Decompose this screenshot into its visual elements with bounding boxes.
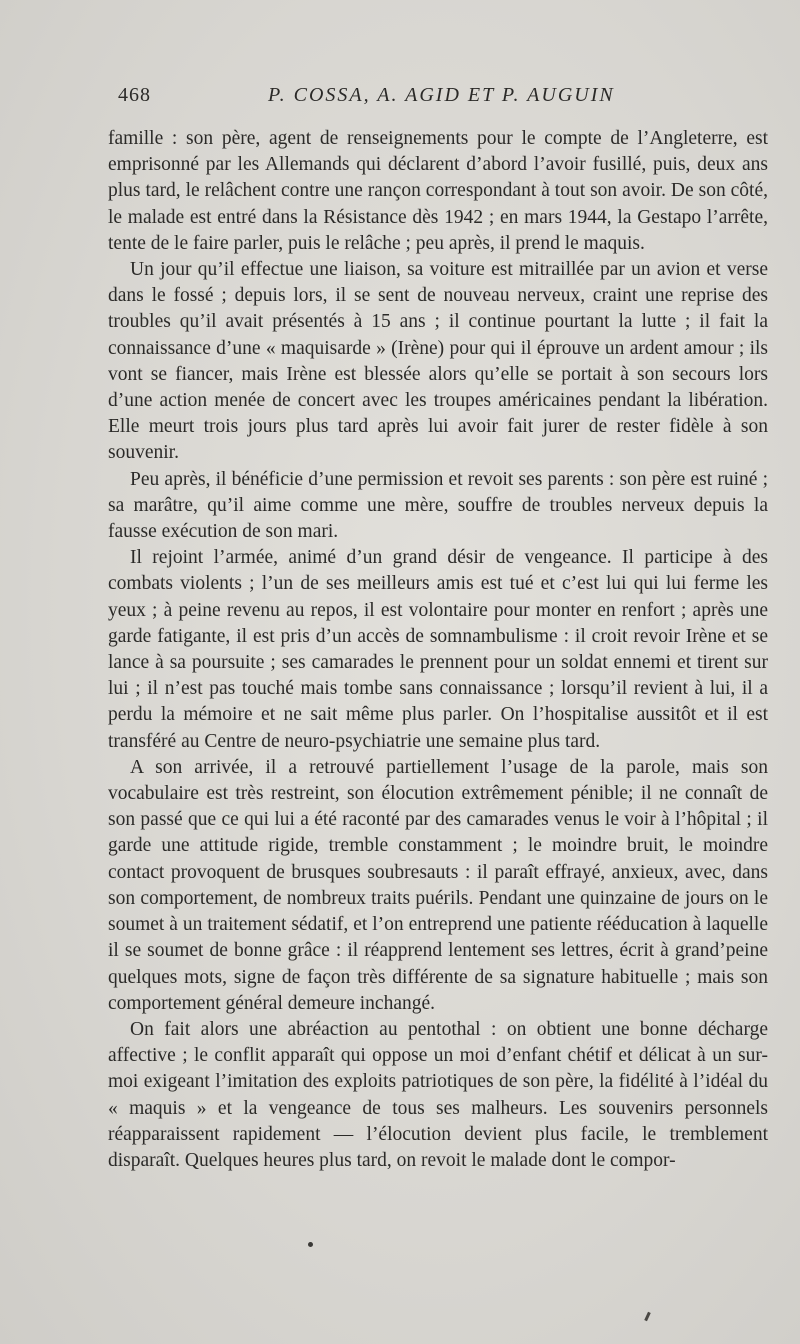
body-text [108, 126, 768, 1174]
running-head: P. COSSA, A. AGID ET P. AUGUIN [268, 84, 615, 106]
ink-dot [308, 1242, 313, 1247]
paragraph-2: Un jour qu’il effectue une liaison, sa voiture est mitraillée par un avion et verse dans le fossé ; depuis lors, il se sent de nouveau nerveux, craint une reprise des troubles qu’il avait présentés à 15 ans ; il continue pourtant la lutte ; il fait la connaissance d’une « maquisarde » (Irène) pour qui il éprouve un ardent amour ; ils vont se fiancer, mais Irène est blessée alors qu’elle se portait à son secours lors d’une action menée de concert avec les troupes américaines pendant la libération. Elle meurt trois jours plus tard après lui avoir fait jurer de rester fidèle à son souvenir. [108, 259, 768, 464]
paragraph-3: Peu après, il bénéficie d’une permission et revoit ses parents : son père est ruiné ; sa marâtre, qu’il aime comme une mère, souffre de troubles nerveux depuis la fausse exécution de son mari. [108, 468, 768, 543]
paragraph-1: famille : son père, agent de renseignements pour le compte de l’Angleterre, est emprisonné par les Allemands qui déclarent d’abord l’avoir fusillé, puis, deux ans plus tard, le relâchent contre une rançon correspondant à tout son avoir. De son côté, le malade est entré dans la Résistance dès 1942 ; en mars 1944, la Gestapo l’arrête, tente de le faire parler, puis le relâche ; peu après, il prend le maquis. [108, 128, 768, 254]
paper-speck [644, 1312, 651, 1321]
page-number: 468 [118, 84, 151, 106]
paragraph-6: On fait alors une abréaction au pentothal : on obtient une bonne décharge affective ; le conflit apparaît qui oppose un moi d’enfant chétif et délicat à un sur-moi exigeant l’imitation des exploits patriotiques de son père, la fidélité à l’idéal du « maquis » et la vengeance de tous ses malheurs. Les souvenirs personnels réapparaissent rapidement — l’élocution devient plus facile, le tremblement disparaît. Quelques heures plus tard, on revoit le malade dont le compor- [108, 1018, 768, 1171]
paragraph-5: A son arrivée, il a retrouvé partiellement l’usage de la parole, mais son vocabulaire est très restreint, son élocution extrêmement pénible; il ne connaît de son passé que ce qui lui a été raconté par des camarades venus le voir à l’hôpital ; il garde une attitude rigide, tremble constamment ; le moindre bruit, le moindre contact provoquent de brusques soubresauts : il paraît effrayé, anxieux, avec, dans son comportement, de nombreux traits puérils. Pendant une quinzaine de jours on le soumet à un traitement sédatif, et l’on entreprend une patiente rééducation à laquelle il se soumet de bonne grâce : il réapprend lentement ses lettres, écrit à grand’peine quelques mots, signe de façon très différente de sa signature habituelle ; mais son comportement général demeure inchangé. [108, 756, 768, 1014]
page-header [118, 84, 778, 114]
paragraph-4: Il rejoint l’armée, animé d’un grand désir de vengeance. Il participe à des combats violents ; l’un de ses meilleurs amis est tué et c’est lui qui lui ferme les yeux ; à peine revenu au repos, il est volontaire pour monter en renfort ; après une garde fatigante, il est pris d’un accès de somnambulisme : il croit revoir Irène et se lance à sa poursuite ; ses camarades le prennent pour un soldat ennemi et tirent sur lui ; il n’est pas touché mais tombe sans connaissance ; lorsqu’il revient à lui, il a perdu la mémoire et ne sait même plus parler. On l’hospitalise aussitôt et il est transféré au Centre de neuro-psychiatrie une semaine plus tard. [108, 547, 768, 752]
